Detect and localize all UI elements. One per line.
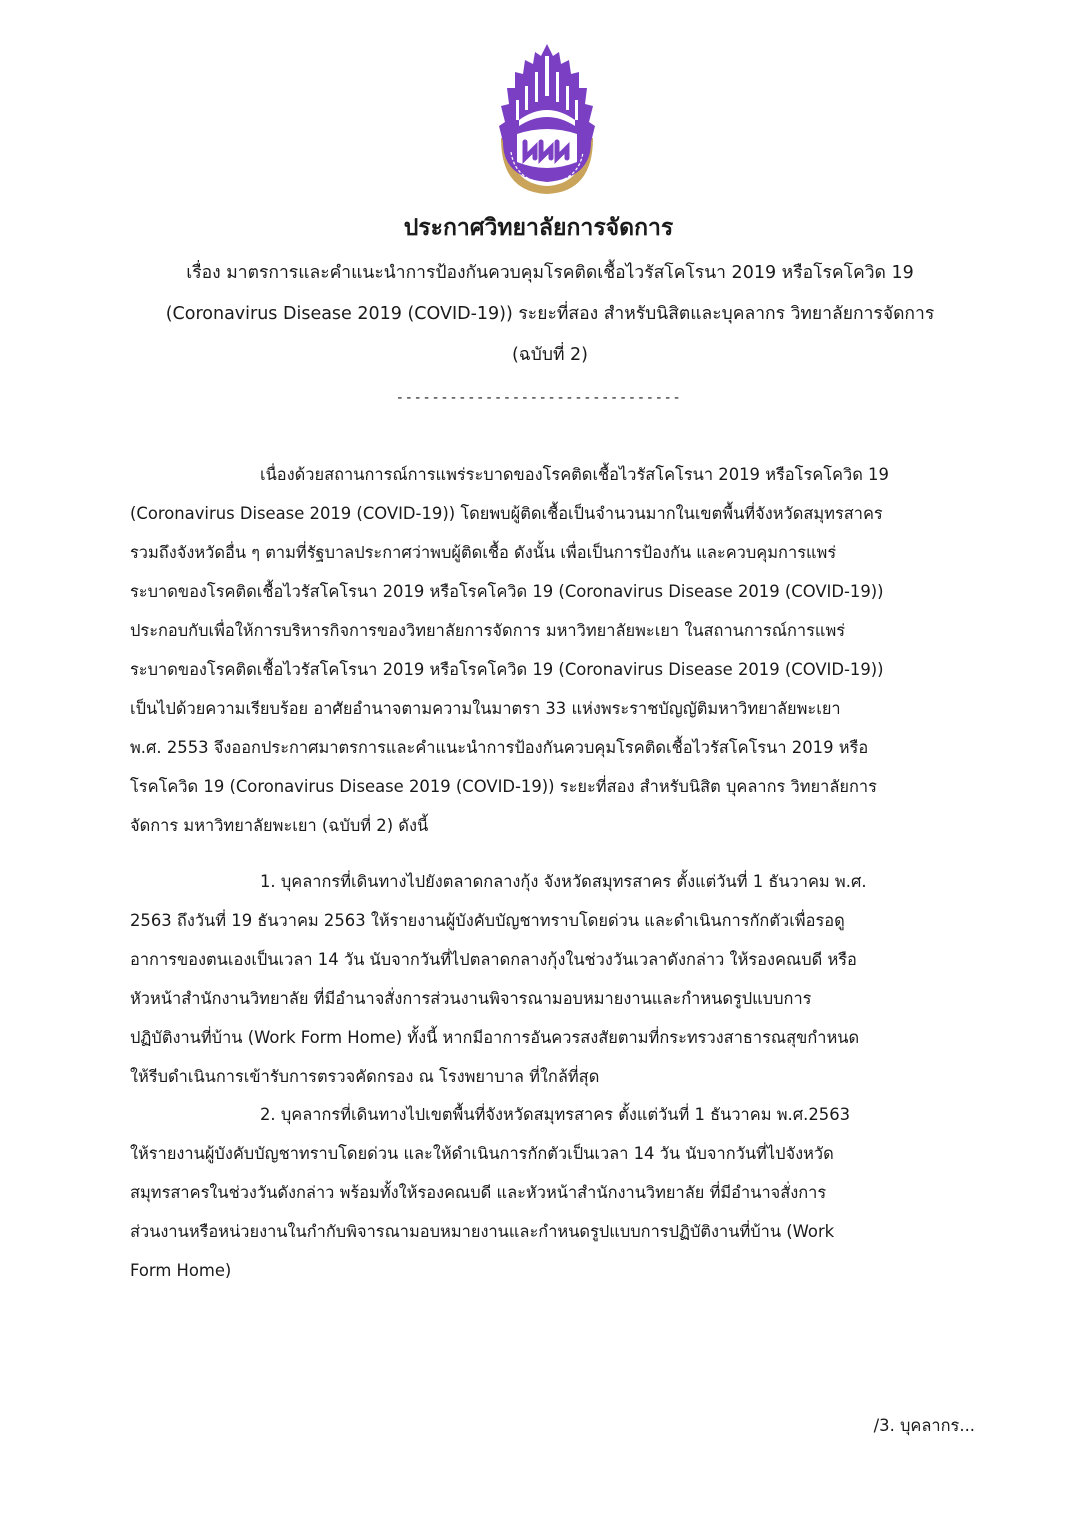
body-line: Form Home) [130, 1261, 232, 1280]
body-line: ระบาดของโรคติดเชื้อไวรัสโคโรนา 2019 หรือโรคโควิด 19 (Coronavirus Disease 2019 (COVID-19)) [130, 660, 884, 679]
body-line: 2563 ถึงวันที่ 19 ธันวาคม 2563 ให้รายงานผู้บังคับบัญชาทราบโดยด่วน และดำเนินการกักตัวเพื่อรอดู [130, 911, 845, 930]
body-line: ส่วนงานหรือหน่วยงานในกำกับพิจารณามอบหมายงานและกำหนดรูปแบบการปฏิบัติงานที่บ้าน (Work [130, 1222, 835, 1241]
body-line: ระบาดของโรคติดเชื้อไวรัสโคโรนา 2019 หรือโรคโควิด 19 (Coronavirus Disease 2019 (COVID-19)) [130, 582, 884, 601]
subject-line: (ฉบับที่ 2) [511, 345, 589, 365]
body-line: อาการของตนเองเป็นเวลา 14 วัน นับจากวันที่ไปตลาดกลางกุ้งในช่วงวันเวลาดังกล่าว ให้รองคณบดี หรือ [130, 950, 857, 969]
announcement-subject [100, 253, 1000, 376]
body-line: โรคโควิด 19 (Coronavirus Disease 2019 (COVID-19)) ระยะที่สอง สำหรับนิสิต บุคลากร วิทยาลัยการ [130, 777, 877, 796]
body-line: หัวหน้าสำนักงานวิทยาลัย ที่มีอำนาจสั่งการส่วนงานพิจารณามอบหมายงานและกำหนดรูปแบบการ [130, 989, 812, 1008]
measure-item-1 [130, 862, 975, 1096]
body-line: 2. บุคลากรที่เดินทางไปเขตพื้นที่จังหวัดสมุทรสาคร ตั้งแต่วันที่ 1 ธันวาคม พ.ศ.2563 [260, 1105, 851, 1124]
subject-line: (Coronavirus Disease 2019 (COVID-19)) ระยะที่สอง สำหรับนิสิตและบุคลากร วิทยาลัยการจัดการ [165, 304, 935, 324]
university-emblem-icon [489, 42, 605, 198]
body-line: ให้รีบดำเนินการเข้ารับการตรวจคัดกรอง ณ โรงพยาบาล ที่ใกล้ที่สุด [130, 1067, 600, 1086]
body-line: (Coronavirus Disease 2019 (COVID-19)) โดยพบผู้ติดเชื้อเป็นจำนวนมากในเขตพื้นที่จังหวัดสมุทรสาคร [130, 504, 883, 523]
body-line: ให้รายงานผู้บังคับบัญชาทราบโดยด่วน และให้ดำเนินการกักตัวเป็นเวลา 14 วัน นับจากวันที่ไปจังหวัด [130, 1144, 834, 1163]
body-line: พ.ศ. 2553 จึงออกประกาศมาตรการและคำแนะนำการป้องกันควบคุมโรคติดเชื้อไวรัสโคโรนา 2019 หรือ [130, 738, 869, 757]
continuation-marker: /3. บุคลากร... [873, 1416, 975, 1435]
body-line: เป็นไปด้วยความเรียบร้อย อาศัยอำนาจตามความในมาตรา 33 แห่งพระราชบัญญัติมหาวิทยาลัยพะเยา [130, 699, 841, 718]
body-line: เนื่องด้วยสถานการณ์การแพร่ระบาดของโรคติดเชื้อไวรัสโคโรนา 2019 หรือโรคโควิด 19 [260, 465, 889, 484]
preamble-paragraph [130, 455, 975, 845]
body-line: จัดการ มหาวิทยาลัยพะเยา (ฉบับที่ 2) ดังนี้ [130, 816, 429, 835]
announcement-title: ประกาศวิทยาลัยการจัดการ [403, 215, 674, 241]
subject-line: เรื่อง มาตรการและคำแนะนำการป้องกันควบคุมโรคติดเชื้อไวรัสโคโรนา 2019 หรือโรคโควิด 19 [186, 263, 914, 283]
measure-item-2 [130, 1095, 975, 1290]
body-line: สมุทรสาครในช่วงวันดังกล่าว พร้อมทั้งให้รองคณบดี และหัวหน้าสำนักงานวิทยาลัย ที่มีอำนาจสั่งการ [130, 1183, 827, 1202]
body-line: ประกอบกับเพื่อให้การบริหารกิจการของวิทยาลัยการจัดการ มหาวิทยาลัยพะเยา ในสถานการณ์การแพร่ [130, 621, 846, 640]
body-line: รวมถึงจังหวัดอื่น ๆ ตามที่รัฐบาลประกาศว่าพบผู้ติดเชื้อ ดังนั้น เพื่อเป็นการป้องกัน และควบคุมการแพร่ [130, 543, 837, 562]
body-line: ปฏิบัติงานที่บ้าน (Work Form Home) ทั้งนี้ หากมีอาการอันควรสงสัยตามที่กระทรวงสาธารณสุขกำหนด [130, 1028, 860, 1047]
section-divider: -------------------------------- [395, 390, 682, 406]
body-line: 1. บุคลากรที่เดินทางไปยังตลาดกลางกุ้ง จังหวัดสมุทรสาคร ตั้งแต่วันที่ 1 ธันวาคม พ.ศ. [260, 872, 867, 891]
